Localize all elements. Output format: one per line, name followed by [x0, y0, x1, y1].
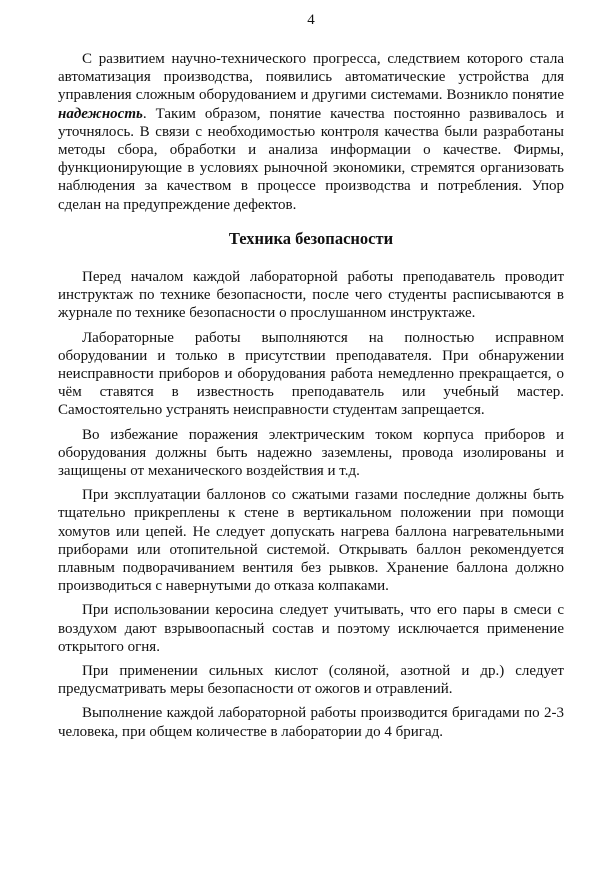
safety-paragraph-gas-cylinders: При эксплуатации баллонов со сжатыми газами последние должны быть тщательно прикреплены к стене в вертикальном положении при помощи хомутов или цепей. Не следует допускать нагрева баллона нагревательными приборами или отопительной системой. Открывать баллон рекомендуется плавным подворачиванием вентиля без рывков. Хранение баллона должно производиться с навернутыми до отказа колпаками.: [58, 487, 564, 595]
document-page: [58, 0, 564, 876]
safety-paragraph-kerosene: При использовании керосина следует учитывать, что его пары в смеси с воздухом дают взрывоопасный состав и поэтому исключается применение открытого огня.: [58, 602, 564, 655]
safety-section-body: [58, 268, 564, 747]
page-number: 4: [307, 12, 315, 28]
intro-paragraph: [58, 50, 564, 214]
safety-paragraph-equipment: Лабораторные работы выполняются на полностью исправном оборудовании и только в присутствии преподавателя. При обнаружении неисправности приборов и оборудования работа немедленно прекращается, о чём ставятся в известность преподаватель или учебный мастер. Самостоятельно устранять неисправности студентам запрещается.: [58, 329, 564, 419]
safety-paragraph-electrical: Во избежание поражения электрическим током корпуса приборов и оборудования должны быть надежно заземлены, провода изолированы и защищены от механического воздействия и т.д.: [58, 426, 564, 480]
emphasized-term: надежность: [58, 105, 143, 122]
section-title: Техника безопасности: [228, 229, 394, 248]
intro-text-start: С развитием научно-технического прогресса, следствием которого стала автоматизация производства, появились автоматические устройства для управления сложным оборудованием и другими системами. Возникло понятие: [58, 51, 564, 104]
intro-text-end: . Таким образом, понятие качества постоянно развивалось и уточнялось. В связи с необходимостью контроля качества были разработаны методы сбора, обработки и анализа информации о качестве. Фирмы, функционирующие в условиях рыночной экономики, стремятся организовать наблюдения за качеством в процессе производства и потребления. Упор сделан на предупреждение дефектов.: [58, 105, 564, 213]
safety-paragraph-teams: Выполнение каждой лабораторной работы производится бригадами по 2-3 человека, при общем количестве в лаборатории до 4 бригад.: [58, 705, 564, 740]
intro-block: [58, 50, 564, 220]
safety-paragraph-acids: При применении сильных кислот (соляной, азотной и др.) следует предусматривать меры безопасности от ожогов и отравлений.: [58, 663, 564, 698]
safety-paragraph-briefing: Перед началом каждой лабораторной работы преподаватель проводит инструктаж по технике безопасности, после чего студенты расписываются в журнале по технике безопасности о прослушанном инструктаже.: [58, 269, 564, 322]
